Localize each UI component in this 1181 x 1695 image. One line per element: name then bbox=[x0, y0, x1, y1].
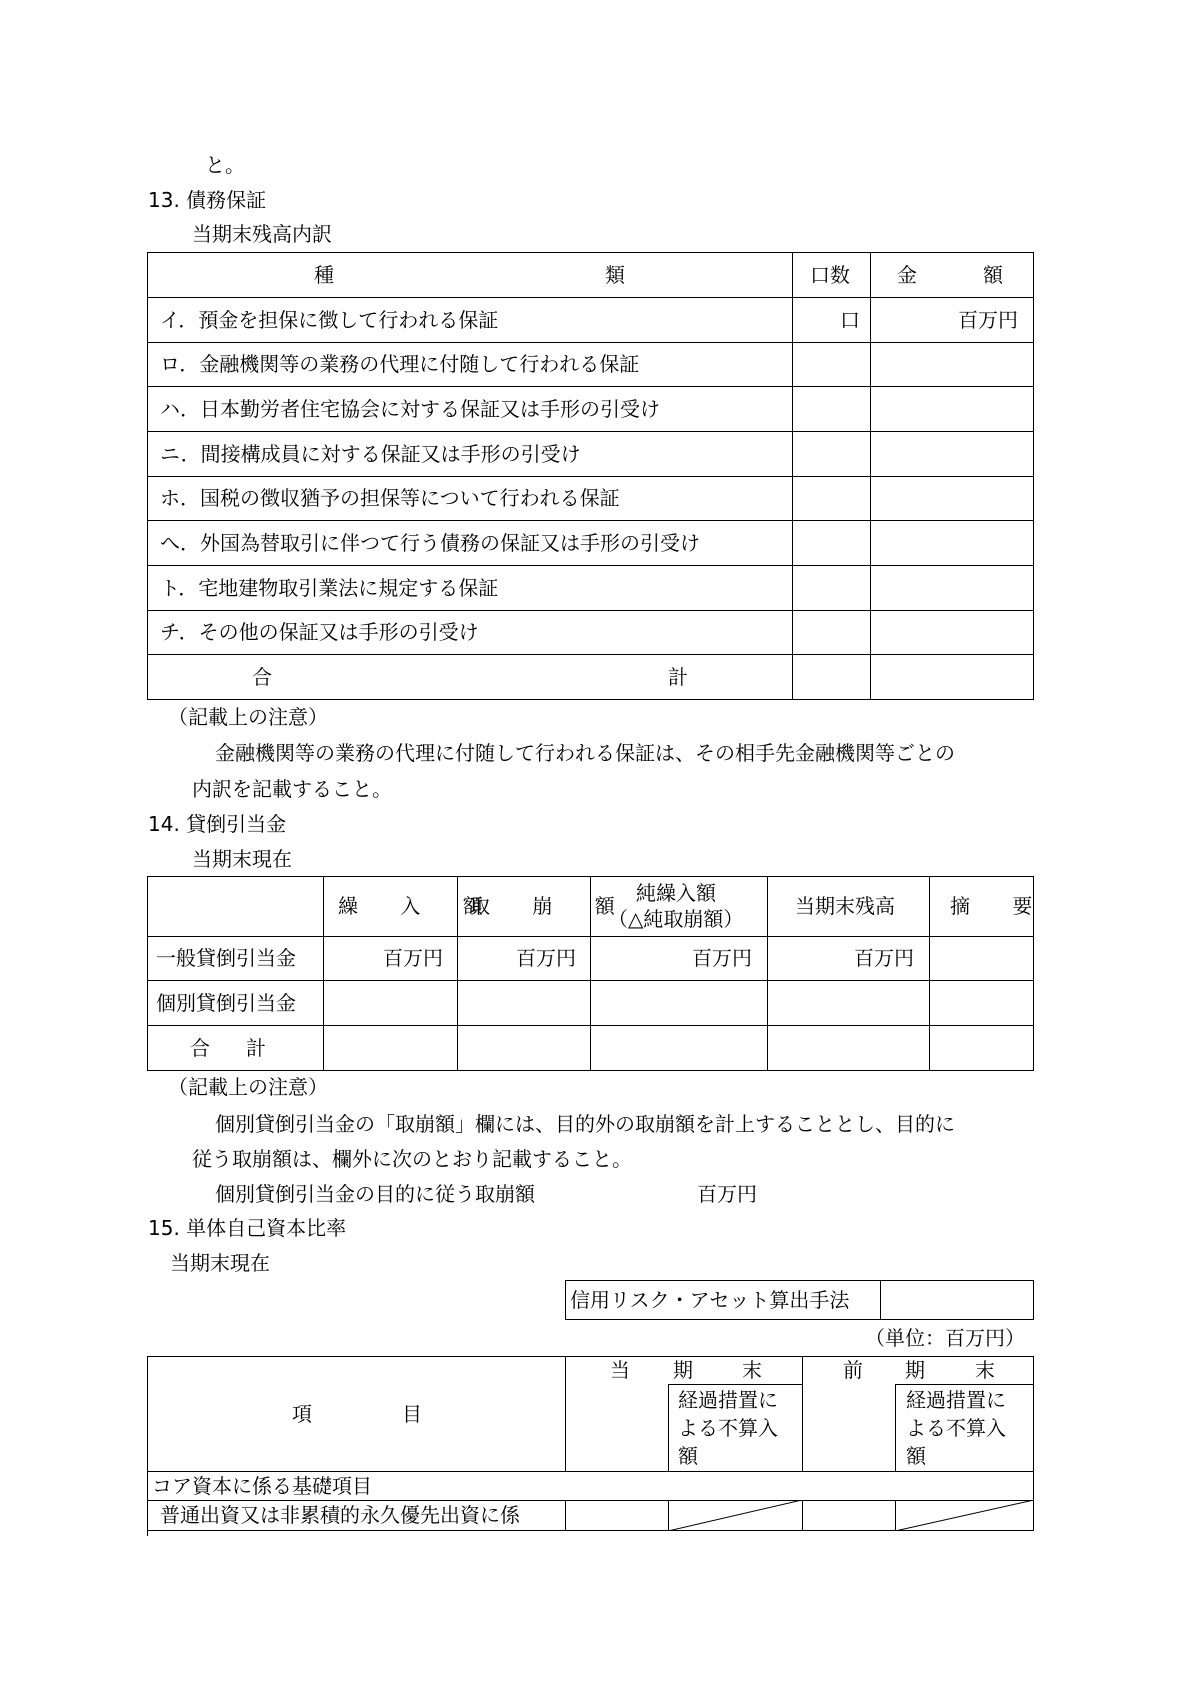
header-kind-left: 種 bbox=[314, 263, 334, 287]
note-line-unit: 百万円 bbox=[697, 1182, 757, 1206]
table-row-label: ホ．国税の徴収猶予の担保等について行われる保証 bbox=[160, 486, 620, 510]
header-kind-right: 類 bbox=[605, 263, 625, 287]
unit: 百万円 bbox=[516, 946, 576, 970]
header-net-provision: 純繰入額 bbox=[636, 881, 716, 905]
count-unit: 口 bbox=[840, 308, 860, 332]
table-row-label: ハ．日本勤労者住宅協会に対する保証又は手形の引受け bbox=[160, 397, 660, 421]
table-row-label: 個別貸倒引当金 bbox=[156, 991, 296, 1015]
header-item-left: 項 bbox=[292, 1402, 312, 1426]
credit-risk-label: 信用リスク・アセット算出手法 bbox=[570, 1288, 850, 1312]
note-line-label: 個別貸倒引当金の目的に従う取崩額 bbox=[215, 1182, 535, 1206]
previous-3: 末 bbox=[975, 1358, 995, 1382]
transitional-1: 経過措置に bbox=[678, 1388, 778, 1412]
row-core-capital: コア資本に係る基礎項目 bbox=[152, 1474, 372, 1498]
header-net-reversal: （△純取崩額） bbox=[608, 907, 744, 931]
note-line: 従う取崩額は、欄外に次のとおり記載すること。 bbox=[192, 1147, 632, 1171]
diagonal-slash bbox=[895, 1500, 1034, 1531]
header-remarks: 摘 要 bbox=[950, 894, 1051, 918]
transitional-2: よる不算入 bbox=[678, 1416, 778, 1440]
note-line: 金融機関等の業務の代理に付随して行われる保証は、その相手先金融機関等ごとの bbox=[215, 741, 955, 765]
table-row-label: へ．外国為替取引に伴つて行う債務の保証又は手形の引受け bbox=[160, 531, 700, 555]
note-line: 内訳を記載すること。 bbox=[192, 777, 392, 801]
diagonal-slash bbox=[668, 1500, 802, 1531]
current-1: 当 bbox=[610, 1358, 630, 1382]
header-provision: 繰 入 額 bbox=[338, 894, 501, 918]
unit-note: （単位：百万円） bbox=[865, 1326, 1025, 1350]
note-title: （記載上の注意） bbox=[168, 705, 328, 729]
unit: 百万円 bbox=[383, 946, 443, 970]
table-row-label: 合 計 bbox=[190, 1036, 274, 1060]
section-14-subheading: 当期末現在 bbox=[192, 847, 292, 871]
transitional-prev-3: 額 bbox=[906, 1444, 926, 1468]
total-right: 計 bbox=[668, 665, 688, 689]
note-line: 個別貸倒引当金の「取崩額」欄には、目的外の取崩額を計上することとし、目的に bbox=[215, 1112, 955, 1136]
transitional-3: 額 bbox=[678, 1444, 698, 1468]
transitional-prev-1: 経過措置に bbox=[906, 1388, 1006, 1412]
row-common-stock: 普通出資又は非累積的永久優先出資に係 bbox=[160, 1503, 520, 1527]
header-amount-right: 額 bbox=[983, 263, 1003, 287]
header-reversal: 取 崩 額 bbox=[470, 894, 633, 918]
header-count: 口数 bbox=[810, 263, 850, 287]
section-13-subheading: 当期末残高内訳 bbox=[192, 222, 332, 246]
header-item-right: 目 bbox=[402, 1402, 422, 1426]
table-row-label: チ．その他の保証又は手形の引受け bbox=[160, 620, 479, 644]
current-2: 期 bbox=[673, 1358, 693, 1382]
table-row-label: イ．預金を担保に徴して行われる保証 bbox=[160, 308, 499, 332]
total-left: 合 bbox=[252, 665, 272, 689]
note-title: （記載上の注意） bbox=[168, 1075, 328, 1099]
table-row-label: 一般貸倒引当金 bbox=[156, 946, 296, 970]
intro-tail: と。 bbox=[205, 153, 245, 177]
unit: 百万円 bbox=[692, 946, 752, 970]
previous-2: 期 bbox=[905, 1358, 925, 1382]
header-amount-left: 金 bbox=[897, 263, 917, 287]
unit: 百万円 bbox=[854, 946, 914, 970]
section-14-heading: 14. 貸倒引当金 bbox=[148, 812, 287, 836]
table-row-label: ニ．間接構成員に対する保証又は手形の引受け bbox=[160, 442, 581, 466]
section-13-heading: 13. 債務保証 bbox=[148, 188, 267, 212]
section-15-heading: 15. 単体自己資本比率 bbox=[148, 1216, 347, 1240]
previous-1: 前 bbox=[843, 1358, 863, 1382]
header-balance: 当期末残高 bbox=[795, 894, 895, 918]
section-15-subheading: 当期末現在 bbox=[170, 1251, 270, 1275]
table-row-label: ロ．金融機関等の業務の代理に付随して行われる保証 bbox=[160, 352, 640, 376]
amount-unit: 百万円 bbox=[958, 308, 1018, 332]
table-row-label: ト．宅地建物取引業法に規定する保証 bbox=[160, 576, 499, 600]
transitional-prev-2: よる不算入 bbox=[906, 1416, 1006, 1440]
current-3: 末 bbox=[742, 1358, 762, 1382]
